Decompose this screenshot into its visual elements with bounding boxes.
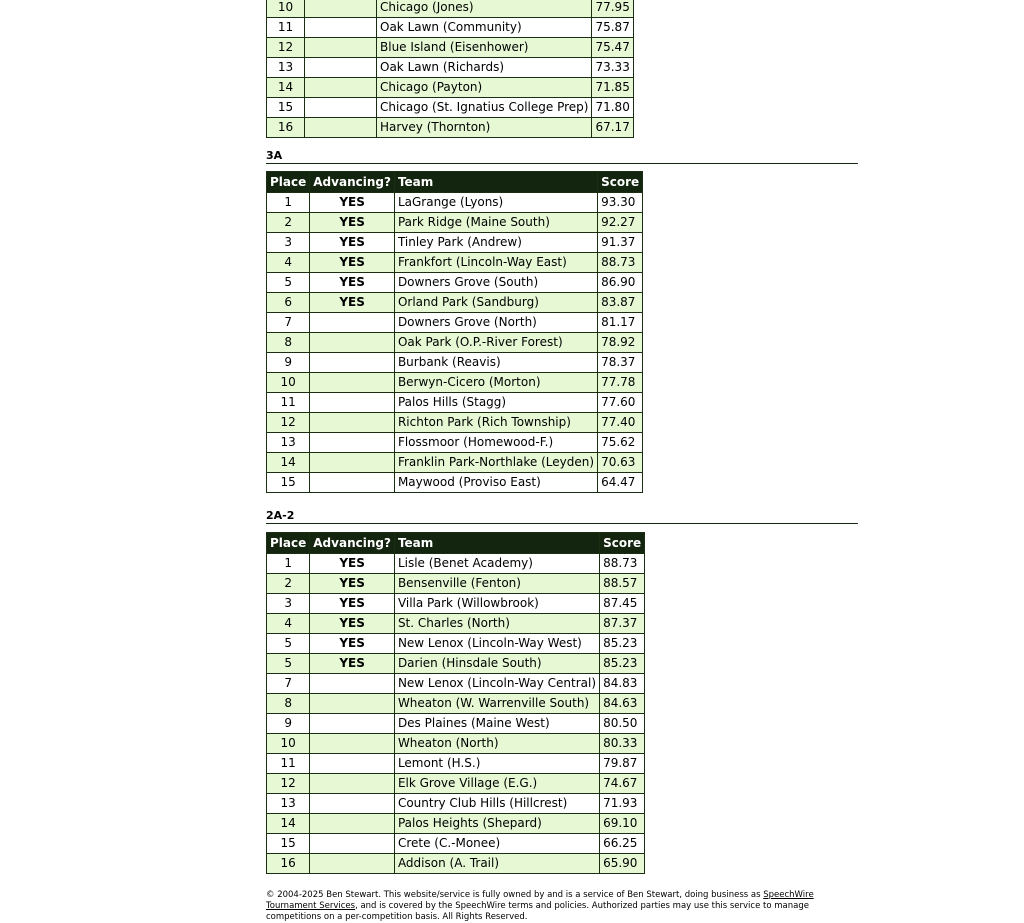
cell-advancing: YES	[310, 554, 395, 574]
cell-place: 7	[267, 674, 310, 694]
cell-place: 8	[267, 694, 310, 714]
table-row	[267, 0, 634, 18]
table-row	[267, 313, 643, 333]
cell-team: Oak Park (O.P.-River Forest)	[394, 333, 597, 353]
cell-team: Elk Grove Village (E.G.)	[394, 774, 599, 794]
cell-place: 13	[267, 433, 310, 453]
cell-advancing	[310, 413, 395, 433]
cell-team: Lisle (Benet Academy)	[394, 554, 599, 574]
cell-team: Burbank (Reavis)	[394, 353, 597, 373]
cell-team: Crete (C.-Monee)	[394, 834, 599, 854]
table-row	[267, 253, 643, 273]
cell-team: Wheaton (North)	[394, 734, 599, 754]
col-header-place: Place	[267, 533, 310, 554]
cell-team: Berwyn-Cicero (Morton)	[394, 373, 597, 393]
cell-team: Flossmoor (Homewood-F.)	[394, 433, 597, 453]
results-table-2a-2	[266, 532, 645, 874]
cell-place: 4	[267, 253, 310, 273]
cell-place: 10	[267, 373, 310, 393]
cell-score: 78.37	[598, 353, 643, 373]
table-row	[267, 333, 643, 353]
cell-score: 74.67	[600, 774, 645, 794]
cell-score: 87.37	[600, 614, 645, 634]
cell-score: 77.40	[598, 413, 643, 433]
cell-place: 8	[267, 333, 310, 353]
table-row	[267, 634, 645, 654]
cell-advancing	[305, 38, 377, 58]
cell-advancing: YES	[310, 273, 395, 293]
cell-advancing	[305, 58, 377, 78]
cell-score: 91.37	[598, 233, 643, 253]
table-row	[267, 98, 634, 118]
cell-team: LaGrange (Lyons)	[394, 193, 597, 213]
table-row	[267, 193, 643, 213]
cell-score: 88.57	[600, 574, 645, 594]
cell-score: 92.27	[598, 213, 643, 233]
cell-place: 2	[267, 574, 310, 594]
table-row	[267, 654, 645, 674]
cell-place: 14	[267, 814, 310, 834]
col-header-advancing: Advancing?	[310, 533, 395, 554]
table-row	[267, 574, 645, 594]
table-row	[267, 373, 643, 393]
cell-score: 65.90	[600, 854, 645, 874]
table-row	[267, 413, 643, 433]
table-row	[267, 473, 643, 493]
cell-score: 88.73	[600, 554, 645, 574]
cell-team: New Lenox (Lincoln-Way Central)	[394, 674, 599, 694]
table-row	[267, 734, 645, 754]
cell-advancing	[310, 854, 395, 874]
cell-advancing	[310, 754, 395, 774]
cell-place: 5	[267, 634, 310, 654]
cell-advancing	[310, 694, 395, 714]
col-header-score: Score	[598, 172, 643, 193]
table-row	[267, 213, 643, 233]
cell-place: 9	[267, 714, 310, 734]
cell-score: 79.87	[600, 754, 645, 774]
cell-team: Richton Park (Rich Township)	[394, 413, 597, 433]
table-row	[267, 614, 645, 634]
cell-team: Addison (A. Trail)	[394, 854, 599, 874]
table-row	[267, 58, 634, 78]
cell-score: 85.23	[600, 654, 645, 674]
cell-team: Darien (Hinsdale South)	[394, 654, 599, 674]
table-row	[267, 774, 645, 794]
cell-place: 6	[267, 293, 310, 313]
cell-score: 84.63	[600, 694, 645, 714]
cell-advancing	[310, 774, 395, 794]
cell-place: 15	[267, 473, 310, 493]
cell-advancing: YES	[310, 614, 395, 634]
cell-score: 80.33	[600, 734, 645, 754]
cell-advancing: YES	[310, 293, 395, 313]
cell-advancing	[305, 78, 377, 98]
col-header-team: Team	[394, 172, 597, 193]
cell-team: Harvey (Thornton)	[377, 118, 592, 138]
cell-score: 69.10	[600, 814, 645, 834]
cell-advancing: YES	[310, 193, 395, 213]
cell-advancing: YES	[310, 233, 395, 253]
cell-place: 16	[267, 854, 310, 874]
cell-place: 9	[267, 353, 310, 373]
cell-score: 71.85	[592, 78, 633, 98]
cell-team: Palos Heights (Shepard)	[394, 814, 599, 834]
cell-advancing	[310, 674, 395, 694]
cell-team: Chicago (Jones)	[377, 0, 592, 18]
table-header-row	[267, 533, 645, 554]
cell-place: 10	[267, 0, 305, 18]
section-title-2a-2: 2A-2	[266, 509, 858, 524]
cell-team: St. Charles (North)	[394, 614, 599, 634]
results-table-3a	[266, 171, 643, 493]
cell-score: 93.30	[598, 193, 643, 213]
col-header-score: Score	[600, 533, 645, 554]
table-row	[267, 694, 645, 714]
table-row	[267, 834, 645, 854]
cell-score: 78.92	[598, 333, 643, 353]
col-header-team: Team	[394, 533, 599, 554]
cell-place: 14	[267, 78, 305, 98]
cell-score: 75.87	[592, 18, 633, 38]
table-row	[267, 854, 645, 874]
cell-advancing	[305, 18, 377, 38]
cell-team: Tinley Park (Andrew)	[394, 233, 597, 253]
cell-advancing: YES	[310, 594, 395, 614]
cell-score: 77.95	[592, 0, 633, 18]
cell-advancing	[310, 353, 395, 373]
cell-score: 64.47	[598, 473, 643, 493]
table-row	[267, 594, 645, 614]
cell-advancing	[305, 118, 377, 138]
cell-place: 15	[267, 98, 305, 118]
cell-advancing: YES	[310, 654, 395, 674]
cell-place: 14	[267, 453, 310, 473]
cell-score: 73.33	[592, 58, 633, 78]
cell-place: 3	[267, 594, 310, 614]
table-header-row	[267, 172, 643, 193]
cell-advancing	[310, 714, 395, 734]
cell-place: 16	[267, 118, 305, 138]
cell-advancing	[310, 333, 395, 353]
table-row	[267, 393, 643, 413]
cell-place: 13	[267, 58, 305, 78]
cell-advancing	[310, 814, 395, 834]
cell-advancing	[305, 0, 377, 18]
results-table-top	[266, 0, 634, 138]
cell-team: Franklin Park-Northlake (Leyden)	[394, 453, 597, 473]
cell-score: 66.25	[600, 834, 645, 854]
cell-place: 15	[267, 834, 310, 854]
cell-advancing: YES	[310, 253, 395, 273]
cell-team: Des Plaines (Maine West)	[394, 714, 599, 734]
cell-place: 7	[267, 313, 310, 333]
table-row	[267, 674, 645, 694]
cell-team: Chicago (St. Ignatius College Prep)	[377, 98, 592, 118]
cell-score: 75.47	[592, 38, 633, 58]
cell-advancing: YES	[310, 574, 395, 594]
section-title-3a: 3A	[266, 149, 858, 164]
copyright-footer	[266, 890, 866, 923]
cell-advancing: YES	[310, 634, 395, 654]
cell-team: New Lenox (Lincoln-Way West)	[394, 634, 599, 654]
cell-team: Wheaton (W. Warrenville South)	[394, 694, 599, 714]
cell-team: Oak Lawn (Richards)	[377, 58, 592, 78]
cell-advancing	[310, 313, 395, 333]
cell-place: 12	[267, 774, 310, 794]
cell-score: 83.87	[598, 293, 643, 313]
table-row	[267, 814, 645, 834]
cell-score: 71.80	[592, 98, 633, 118]
footer-text-after: , and is covered by the SpeechWire terms and policies. Authorized parties may use this service to manage competitions on a per-competition basis. All Rights Reserved.	[266, 901, 809, 922]
cell-team: Downers Grove (South)	[394, 273, 597, 293]
cell-team: Downers Grove (North)	[394, 313, 597, 333]
cell-team: Lemont (H.S.)	[394, 754, 599, 774]
cell-place: 11	[267, 393, 310, 413]
cell-score: 81.17	[598, 313, 643, 333]
cell-place: 4	[267, 614, 310, 634]
cell-team: Villa Park (Willowbrook)	[394, 594, 599, 614]
cell-advancing	[310, 393, 395, 413]
cell-advancing	[310, 453, 395, 473]
cell-place: 1	[267, 193, 310, 213]
cell-score: 88.73	[598, 253, 643, 273]
table-row	[267, 353, 643, 373]
cell-place: 2	[267, 213, 310, 233]
cell-advancing: YES	[310, 213, 395, 233]
cell-advancing	[310, 373, 395, 393]
table-row	[267, 714, 645, 734]
col-header-advancing: Advancing?	[310, 172, 395, 193]
cell-score: 77.78	[598, 373, 643, 393]
cell-place: 10	[267, 734, 310, 754]
cell-team: Orland Park (Sandburg)	[394, 293, 597, 313]
cell-team: Chicago (Payton)	[377, 78, 592, 98]
speechwire-link[interactable]: SpeechWire Tournament Services	[266, 890, 814, 911]
cell-score: 77.60	[598, 393, 643, 413]
table-row	[267, 293, 643, 313]
cell-team: Oak Lawn (Community)	[377, 18, 592, 38]
cell-advancing	[310, 473, 395, 493]
col-header-place: Place	[267, 172, 310, 193]
cell-place: 3	[267, 233, 310, 253]
cell-team: Palos Hills (Stagg)	[394, 393, 597, 413]
table-row	[267, 273, 643, 293]
table-row	[267, 453, 643, 473]
cell-score: 87.45	[600, 594, 645, 614]
cell-place: 5	[267, 654, 310, 674]
table-row	[267, 18, 634, 38]
cell-score: 70.63	[598, 453, 643, 473]
cell-place: 11	[267, 18, 305, 38]
cell-place: 13	[267, 794, 310, 814]
cell-advancing	[310, 794, 395, 814]
table-row	[267, 233, 643, 253]
cell-advancing	[310, 734, 395, 754]
table-row	[267, 38, 634, 58]
cell-team: Blue Island (Eisenhower)	[377, 38, 592, 58]
cell-score: 71.93	[600, 794, 645, 814]
table-row	[267, 554, 645, 574]
cell-team: Frankfort (Lincoln-Way East)	[394, 253, 597, 273]
cell-team: Park Ridge (Maine South)	[394, 213, 597, 233]
cell-score: 67.17	[592, 118, 633, 138]
footer-text-before: © 2004-2025 Ben Stewart. This website/service is fully owned by and is a service of Ben Stewart, doing business as	[266, 890, 764, 900]
cell-score: 86.90	[598, 273, 643, 293]
cell-score: 84.83	[600, 674, 645, 694]
cell-score: 80.50	[600, 714, 645, 734]
cell-advancing	[310, 834, 395, 854]
cell-place: 12	[267, 38, 305, 58]
cell-advancing	[310, 433, 395, 453]
cell-place: 11	[267, 754, 310, 774]
table-row	[267, 433, 643, 453]
table-row	[267, 78, 634, 98]
cell-place: 12	[267, 413, 310, 433]
cell-score: 85.23	[600, 634, 645, 654]
table-row	[267, 754, 645, 774]
cell-team: Country Club Hills (Hillcrest)	[394, 794, 599, 814]
cell-advancing	[305, 98, 377, 118]
cell-team: Maywood (Proviso East)	[394, 473, 597, 493]
cell-place: 1	[267, 554, 310, 574]
cell-team: Bensenville (Fenton)	[394, 574, 599, 594]
cell-score: 75.62	[598, 433, 643, 453]
cell-place: 5	[267, 273, 310, 293]
table-row	[267, 794, 645, 814]
table-row	[267, 118, 634, 138]
